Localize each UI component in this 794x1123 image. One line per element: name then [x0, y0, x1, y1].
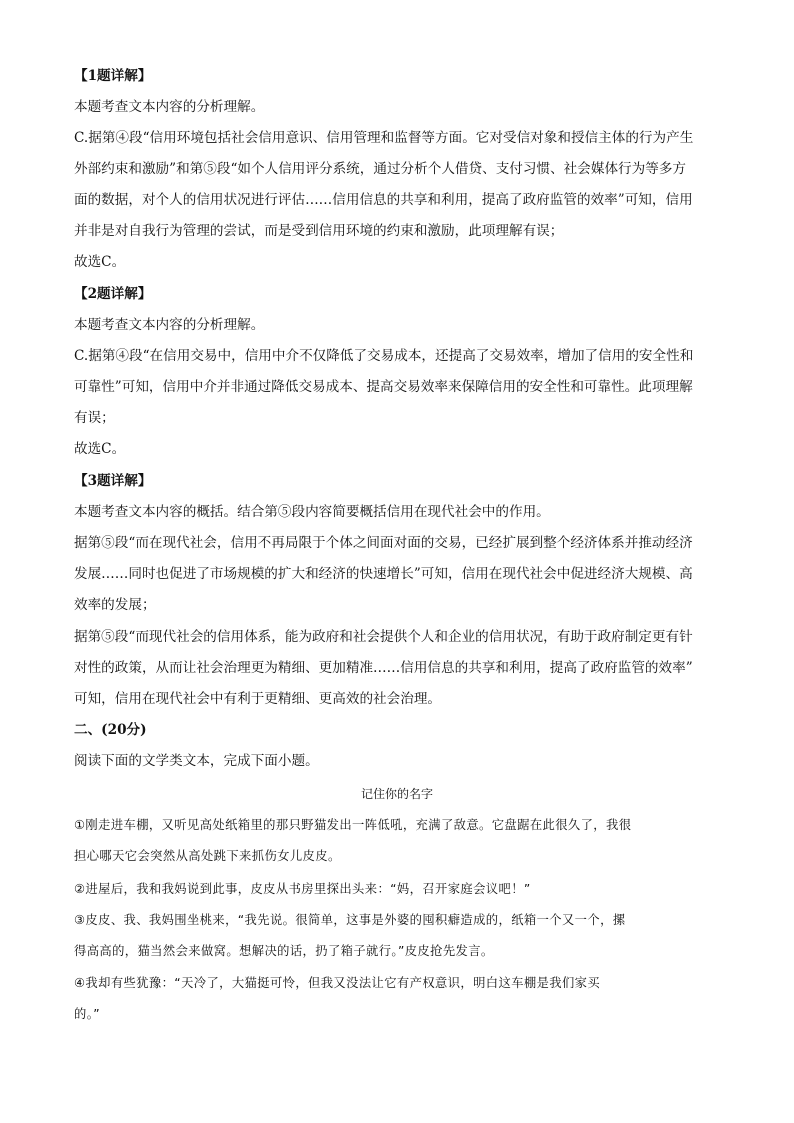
section-heading-q2: 【2题详解】 [74, 286, 152, 302]
text-line: 面的数据，对个人的信用状况进行评估……信用信息的共享和利用，提高了政府监管的效率”可知，信用 [74, 192, 693, 208]
text-line: 据第⑤段“而在现代社会，信用不再局限于个体之间面对面的交易，已经扩展到整个经济体系并推动经济 [74, 535, 693, 551]
story-line: ④我却有些犹豫：“天冷了，大猫挺可怜，但我又没法让它有产权意识，明白这车棚是我们家买 [74, 976, 601, 990]
story-line: ②进屋后，我和我妈说到此事，皮皮从书房里探出头来：“妈，召开家庭会议吧！” [74, 882, 531, 896]
story-title: 记住你的名字 [360, 787, 433, 801]
text-line: 外部约束和激励”和第⑤段“如个人信用评分系统，通过分析个人借贷、支付习惯、社会媒体行为等多方 [74, 161, 687, 177]
answer-line: 故选C。 [74, 441, 126, 457]
text-line: 有误； [74, 410, 115, 426]
text-line: 本题考查文本内容的分析理解。 [74, 99, 265, 115]
part-two-heading: 二、(20分) [74, 722, 147, 738]
text-line: 据第⑤段“而现代社会的信用体系，能为政府和社会提供个人和企业的信用状况，有助于政府制定更有针 [74, 629, 693, 645]
text-line: 对性的政策，从而让社会治理更为精细、更加精准……信用信息的共享和利用，提高了政府监管的效率” [74, 660, 693, 676]
text-line: 本题考查文本内容的概括。结合第⑤段内容简要概括信用在现代社会中的作用。 [74, 504, 550, 520]
instruction-line: 阅读下面的文学类文本，完成下面小题。 [74, 753, 319, 769]
text-line: 可靠性”可知，信用中介并非通过降低交易成本、提高交易效率来保障信用的安全性和可靠性。此项理解 [74, 379, 693, 395]
text-line: 本题考查文本内容的分析理解。 [74, 317, 265, 333]
text-line: 并非是对自我行为管理的尝试，而是受到信用环境的约束和激励，此项理解有误； [74, 223, 564, 239]
section-heading-q3: 【3题详解】 [74, 473, 152, 489]
text-line: 发展……同时也促进了市场规模的扩大和经济的快速增长”可知，信用在现代社会中促进经济大规模、高 [74, 566, 693, 582]
section-heading-q1: 【1题详解】 [74, 68, 152, 84]
text-line: 效率的发展； [74, 597, 156, 613]
story-line: 担心哪天它会突然从高处跳下来抓伤女儿皮皮。 [74, 849, 341, 863]
answer-line: 故选C。 [74, 254, 126, 270]
story-line: 的。” [74, 1007, 101, 1021]
story-line: ①刚走进车棚，又听见高处纸箱里的那只野猫发出一阵低吼，充满了敌意。它盘踞在此很久了，我很 [74, 818, 632, 832]
story-line: ③皮皮、我、我妈围坐桃来，“我先说。很简单，这事是外婆的囤积癖造成的，纸箱一个又一个，摞 [74, 913, 626, 927]
text-line: C.据第④段“在信用交易中，信用中介不仅降低了交易成本，还提高了交易效率，增加了信用的安全性和 [74, 348, 694, 364]
text-line: 可知，信用在现代社会中有利于更精细、更高效的社会治理。 [74, 691, 442, 707]
story-line: 得高高的，猫当然会来做窝。想解决的话，扔了箱子就行。”皮皮抢先发言。 [74, 944, 494, 958]
text-line: C.据第④段“信用环境包括社会信用意识、信用管理和监督等方面。它对受信对象和授信主体的行为产生 [74, 130, 694, 146]
